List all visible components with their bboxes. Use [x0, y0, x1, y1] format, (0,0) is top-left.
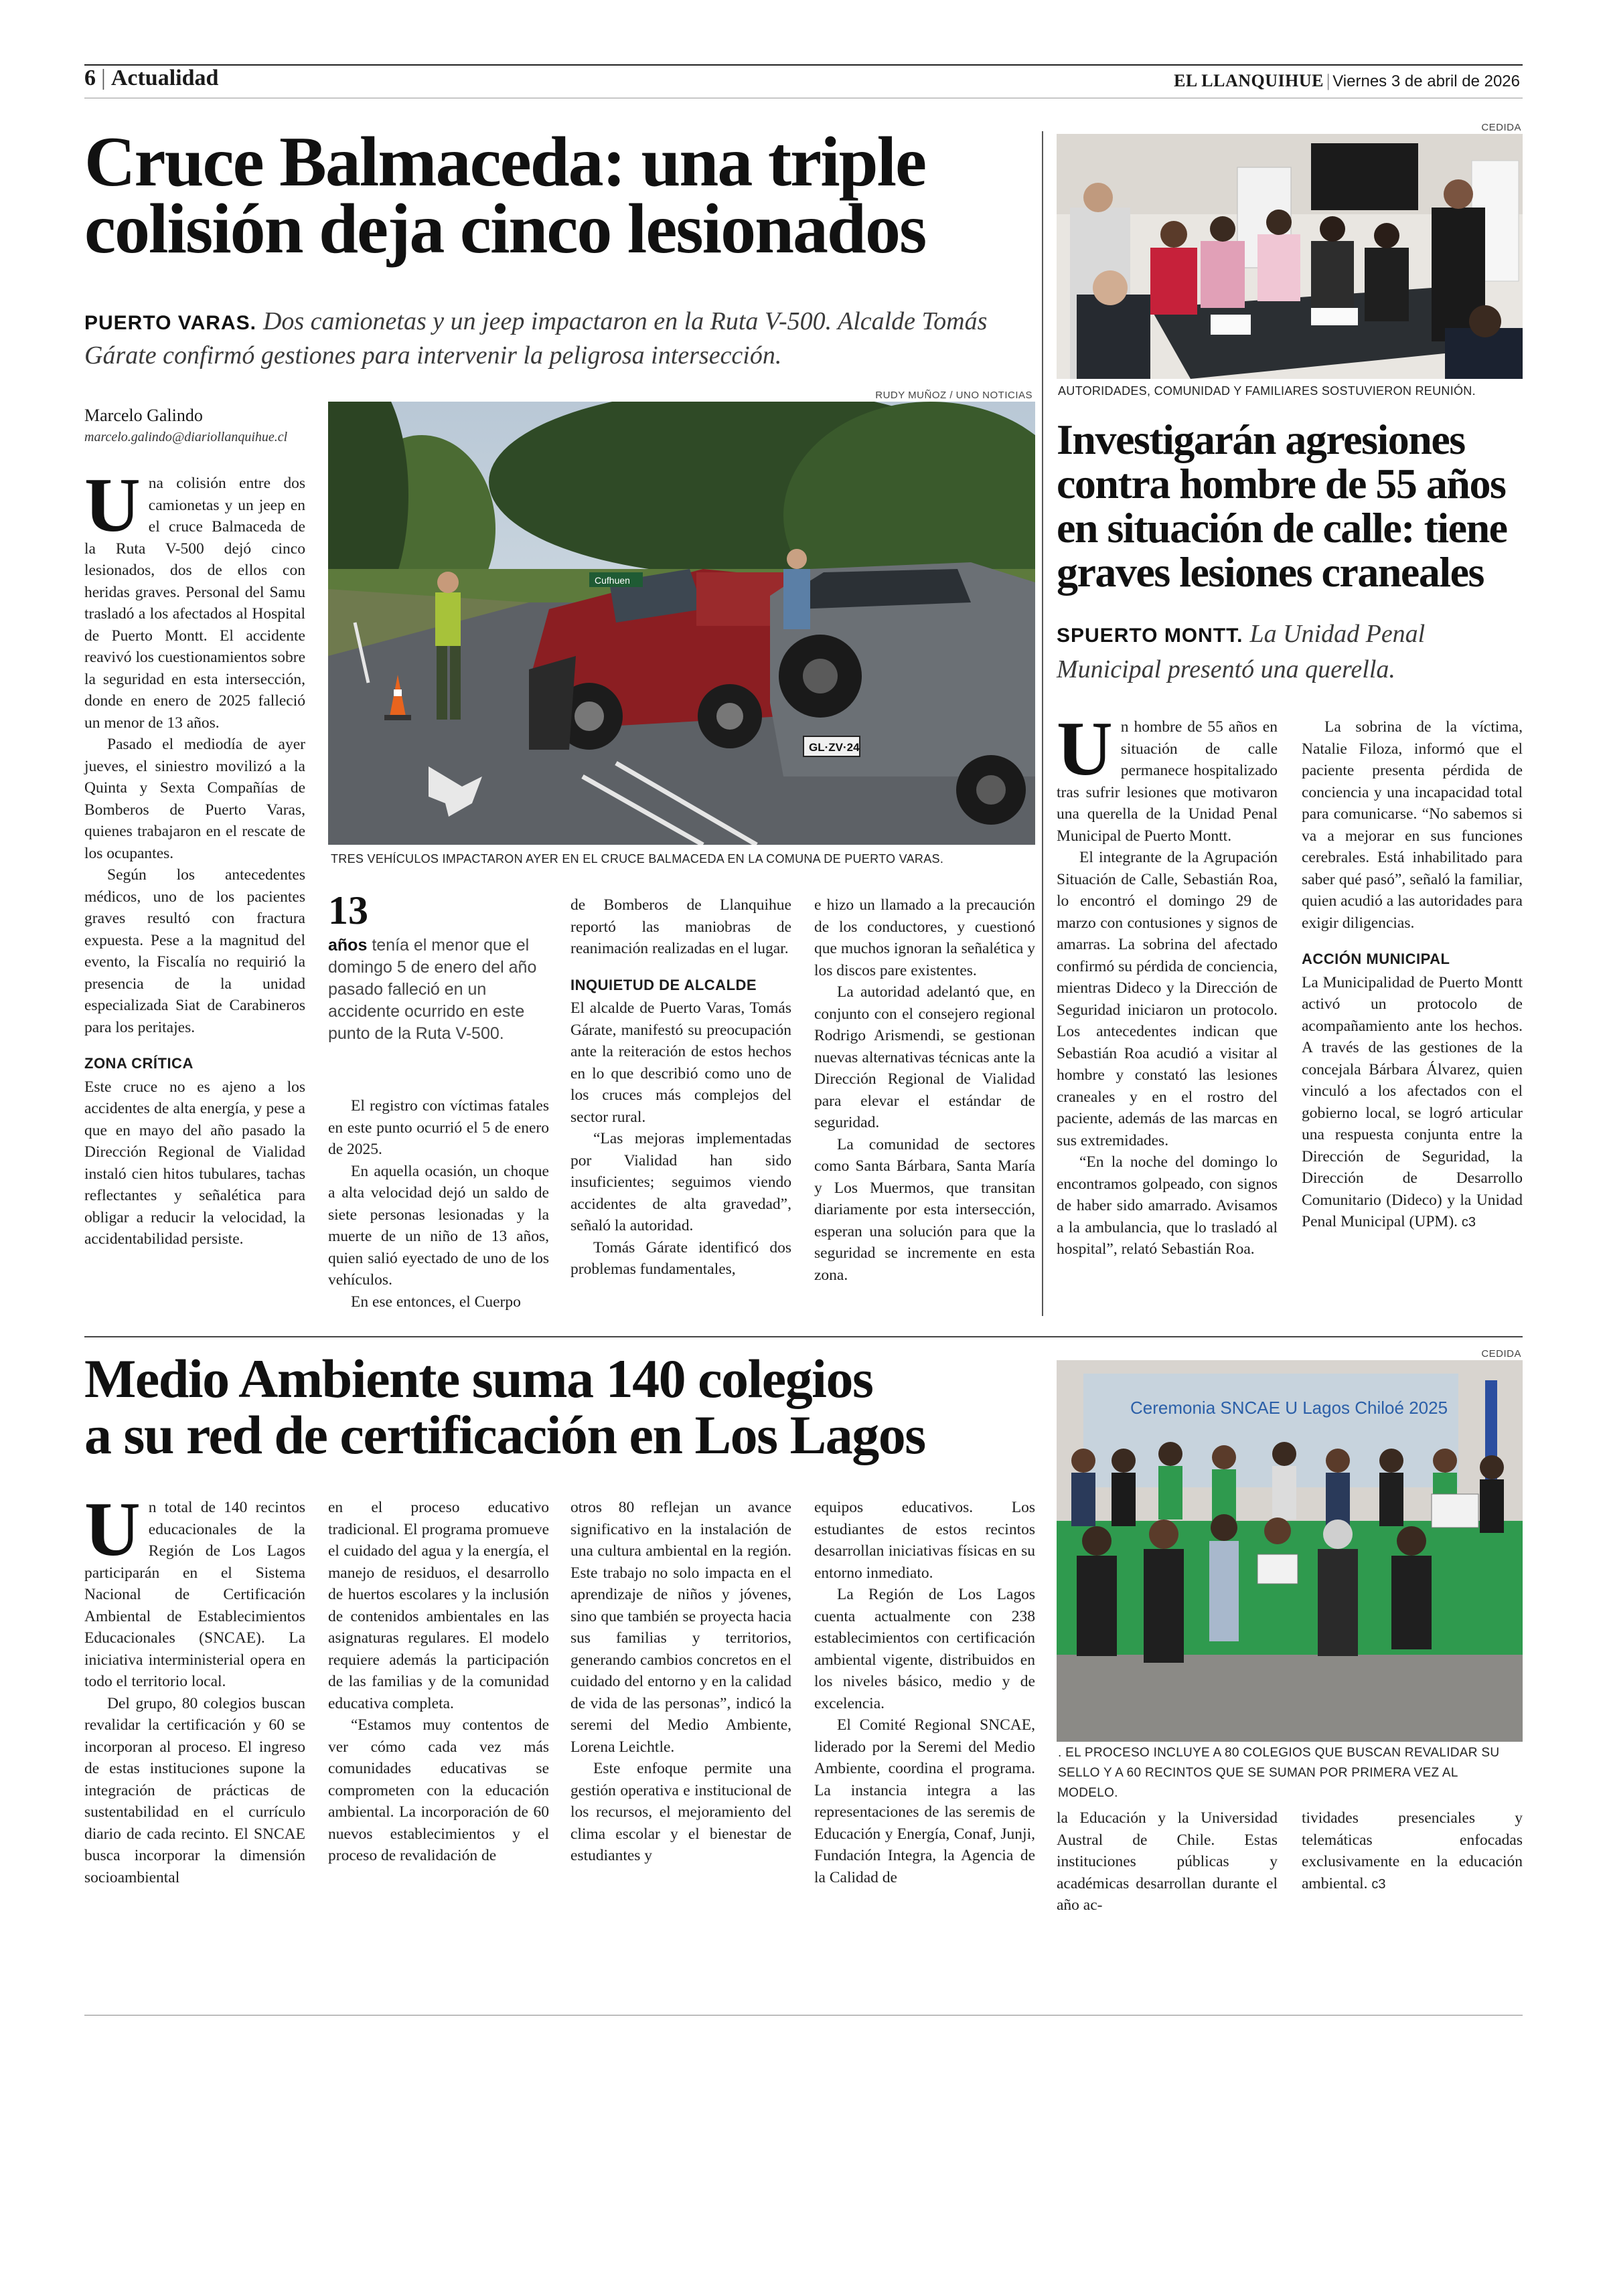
- story3-column-5: [1057, 1807, 1278, 1916]
- meeting-room-illustration: [1057, 134, 1523, 379]
- story3-paragraph-4: “Estamos muy contentos de ver cómo cada vez más comunidades educativas se comprometen con la educación ambiental. La incorporación de 60 nuevos establecimientos y el proceso de revalidación de: [328, 1716, 549, 1864]
- author-email: marcelo.galindo@diariollanquihue.cl: [84, 430, 288, 444]
- story1-column-2: [328, 1095, 549, 1313]
- story3-column-1: [84, 1487, 305, 1888]
- story1-paragraph-8: de Bomberos de Llanquihue reportó las maniobras de reanimación realizadas en el lugar.: [570, 896, 791, 957]
- newspaper-name: EL LLANQUIHUE: [1174, 71, 1324, 90]
- story3-paragraph-2: Del grupo, 80 colegios buscan revalidar la certificación y 60 se incorporan al proceso. El ingreso de estas instituciones supone la integración de prácticas de sustentabilidad en el currículo diario de cada recinto. El SNCAE busca incorporar la dimensión socioambiental: [84, 1694, 305, 1886]
- story1-column-3: [570, 894, 791, 1281]
- story1-column-1: [84, 463, 305, 1250]
- story3-paragraph-10: la Educación y la Universidad Austral de Chile. Estas instituciones públicas y académicas desarrollan durante el año ac-: [1057, 1809, 1278, 1914]
- story1-paragraph-6: En aquella ocasión, un choque a alta velocidad dejó un saldo de siete personas lesionadas y la muerte de un niño de 13 años, quien salió eyectado de uno de los vehículos.: [328, 1162, 549, 1289]
- story1-column-4: [814, 894, 1035, 1286]
- story2-dropcap: U: [1057, 706, 1113, 792]
- page-bottom-rule: [84, 2015, 1523, 2016]
- story1-byline: [84, 406, 305, 445]
- license-plate-text: GL·ZV·24: [809, 741, 860, 754]
- page-header-right: EL LLANQUIHUE | Viernes 3 de abril de 2026: [1174, 71, 1520, 90]
- story1-photo-caption: TRES VEHÍCULOS IMPACTARON AYER EN EL CRUCE BALMACEDA EN LA COMUNA DE PUERTO VARAS.: [331, 852, 944, 866]
- story1-paragraph-3: Según los antecedentes médicos, uno de los pacientes graves resultó con fractura expuesta. Pese a la magnitud del evento, la Fiscalía no requirió la presencia de la unidad especializada Siat de Carabineros para los peritajes.: [84, 866, 305, 1036]
- story2-paragraph-2: El integrante de la Agrupación Situación de Calle, Sebastián Roa, lo encontró el domingo 29 de marzo con contusiones y signos de amarras. La sobrina del afectado confirmó su pérdida de conciencia, mientras Dideco y la Dirección de Seguridad iniciaron un protocolo. Los antecedentes indican que Sebastián Roa acudió a visitar al hombre y constató las lesiones craneales y en el rostro del paciente, además de las marcas en sus extremidades.: [1057, 849, 1278, 1149]
- page-number: 6: [84, 66, 96, 90]
- story1-paragraph-1: na colisión entre dos camionetas y un jeep en el cruce Balmaceda de la Ruta V-500 dejó cinco lesionados, dos de ellos con heridas graves. Personal del Samu trasladó a los afectados al Hospital de Puerto Montt. El accidente reavivó los cuestionamientos sobre la seguridad en esta intersección, donde en enero de 2025 falleció un menor de 13 años.: [84, 475, 305, 732]
- story1-paragraph-2: Pasado el mediodía de ayer jueves, el siniestro movilizó a la Quinta y Sexta Compañías de Bomberos de Puerto Varas, quienes trabajaron en el rescate de los ocupantes.: [84, 736, 305, 862]
- story2-dek-text: La Unidad Penal Municipal presentó una querella.: [1057, 620, 1426, 683]
- story2-paragraph-4: La sobrina de la víctima, Natalie Filoza, informó que el paciente presenta pérdida de conciencia y una incapacidad total para comunicarse. “No sabemos si va a mejorar en sus funciones cerebrales. Está inhabilitado para saber qué pasó”, señaló la familiar, quien acudió a las autoridades para exigir diligencias.: [1302, 718, 1523, 932]
- story1-paragraph-5: El registro con víctimas fatales en este punto ocurrió el 5 de enero de 2025.: [328, 1097, 549, 1158]
- issue-date: Viernes 3 de abril de 2026: [1332, 72, 1520, 90]
- story2-dek-place: SPUERTO MONTT.: [1057, 625, 1243, 647]
- story1-subhead-inquietud: INQUIETUD DE ALCALDE: [570, 976, 757, 993]
- story2-subhead-accion-municipal: ACCIÓN MUNICIPAL: [1302, 951, 1450, 967]
- story1-paragraph-9: El alcalde de Puerto Varas, Tomás Gárate, manifestó su preocupación ante la reiteración de estos hechos en lo que describió como uno de los cruces más complejos del sector rural.: [570, 999, 791, 1126]
- page-header-left: 6 | Actualidad: [84, 66, 219, 90]
- story1-paragraph-4: Este cruce no es ajeno a los accidentes de alta energía, y pese a que en mayo del año pasado la Dirección Regional de Vialidad instaló cien hitos tubulares, tachas reflectantes y señalética para obligar a reducir la velocidad, la accidentabilidad persiste.: [84, 1078, 305, 1248]
- story3-column-3: [570, 1497, 791, 1867]
- story1-paragraph-12: e hizo un llamado a la precaución de los conductores, y cuestionó que muchos ignoran la señalética y los discos pare existentes.: [814, 896, 1035, 979]
- story3-photo-credit: CEDIDA: [1481, 1348, 1521, 1360]
- story1-paragraph-7: En ese entonces, el Cuerpo: [351, 1293, 521, 1311]
- end-mark-icon: ᴄ3: [1461, 1215, 1476, 1230]
- story2-photo-credit: CEDIDA: [1481, 122, 1521, 133]
- story1-dek-text: Dos camionetas y un jeep impactaron en la Ruta V-500. Alcalde Tomás Gárate confirmó gestiones para intervenir la peligrosa intersección.: [84, 307, 988, 370]
- story3-dropcap: U: [84, 1487, 141, 1572]
- story1-paragraph-13: La autoridad adelantó que, en conjunto con el consejero regional Rodrigo Arismendi, se gestionan nuevas alternativas técnicas ante la Dirección Regional de Vialidad para elevar el estándar de seguridad.: [814, 983, 1035, 1131]
- story2-dek: [1057, 617, 1472, 686]
- story3-column-6: [1302, 1807, 1523, 1895]
- section-name: Actualidad: [110, 66, 219, 90]
- story3-column-2: [328, 1497, 549, 1867]
- crash-scene-illustration: [328, 402, 1035, 845]
- road-sign-text: Cufhuen: [595, 575, 630, 586]
- story3-paragraph-9: El Comité Regional SNCAE, liderado por la Seremi del Medio Ambiente, coordina el programa. La instancia integra a las representaciones de las seremis de Educación y Energía, Conaf, Junji, Fundación Integra, la Agencia de la Calidad de: [814, 1716, 1035, 1886]
- story2-paragraph-1: n hombre de 55 años en situación de calle permanece hospitalizado tras sufrir lesiones que motivaron una querella de la Unidad Penal Municipal de Puerto Montt.: [1057, 718, 1278, 845]
- story3-photo-caption: . EL PROCESO INCLUYE A 80 COLEGIOS QUE BUSCAN REVALIDAR SU SELLO Y A 60 RECINTOS QUE SE SUMAN POR PRIMERA VEZ AL MODELO.: [1058, 1746, 1500, 1800]
- story3-paragraph-6: Este enfoque permite una gestión operativa e institucional de los recursos, el mejoramiento del clima escolar y el bienestar de estudiantes y: [570, 1760, 791, 1864]
- story2-paragraph-3: “En la noche del domingo lo encontramos golpeado, con signos de haber sido amarrado. Avisamos a la ambulancia, que lo trasladó al hospital”, relató Sebastián Roa.: [1057, 1153, 1278, 1258]
- story3-paragraph-7: equipos educativos. Los estudiantes de estos recintos desarrollan iniciativas físicas en su entorno inmediato.: [814, 1499, 1035, 1582]
- story1-dek: [84, 305, 1035, 372]
- story1-paragraph-14: La comunidad de sectores como Santa Bárbara, Santa María y Los Muermos, que transitan diariamente por esta intersección, esperan una solución para que la seguridad se incremente en esta zona.: [814, 1135, 1035, 1284]
- author-name: Marcelo Galindo: [84, 406, 203, 425]
- stat-text: años tenía el menor que el domingo 5 de enero del año pasado falleció en un accidente ocurrido en este punto de la Ruta V-500.: [328, 936, 537, 1043]
- story2-photo-caption: AUTORIDADES, COMUNIDAD Y FAMILIARES SOSTUVIERON REUNIÓN.: [1058, 384, 1476, 398]
- header-top-rule: [84, 64, 1523, 66]
- story1-paragraph-11: Tomás Gárate identificó dos problemas fundamentales,: [570, 1238, 791, 1278]
- end-mark-icon: ᴄ3: [1371, 1876, 1386, 1892]
- story1-stat-box: [328, 890, 549, 1045]
- ceremony-banner-text: Ceremonia SNCAE U Lagos Chiloé 2025: [1130, 1398, 1448, 1418]
- story1-dek-place: PUERTO VARAS.: [84, 312, 256, 334]
- story1-dropcap: U: [84, 463, 141, 548]
- stat-number: 13: [328, 888, 368, 932]
- story2-paragraph-5: La Municipalidad de Puerto Montt activó un protocolo de acompañamiento ante los hechos. A través de las gestiones de la concejala Bárbara Álvarez, quien vinculó a los afectados con el gobierno local, se logró articular una respuesta conjunta entre la Dirección de Seguridad, la Dirección de Desarrollo Comunitario (Dideco) y la Unidad Penal Municipal (UPM).: [1302, 973, 1523, 1230]
- story3-paragraph-5: otros 80 reflejan un avance significativo en la instalación de una cultura ambiental en la región. Este trabajo no solo impacta en el aprendizaje de niños y jóvenes, sino que también se proyecta hacia sus familias y territorios, generando cambios concretos en el cuidado del entorno y en la calidad de vida de las personas”, indicó la seremi del Medio Ambiente, Lorena Leichtle.: [570, 1499, 791, 1756]
- story3-headline: Medio Ambiente suma 140 colegios a su red de certificación en Los Lagos: [84, 1348, 925, 1465]
- column-divider-top: [1042, 131, 1043, 1316]
- stat-unit: años: [328, 936, 368, 955]
- story2-headline: Investigarán agresiones contra hombre de 55 años en situación de calle: tiene graves lesiones craneales: [1057, 416, 1507, 596]
- story1-subhead-zona-critica: ZONA CRÍTICA: [84, 1055, 194, 1072]
- story2-column-2: [1302, 716, 1523, 1234]
- story1-photo-credit: RUDY MUÑOZ / UNO NOTICIAS: [875, 390, 1032, 401]
- story3-paragraph-3: en el proceso educativo tradicional. El programa promueve el cuidado del agua y la energía, el manejo de residuos, el desarrollo de huertos escolares y la inclusión de contenidos ambientales en las asignaturas regulares. El modelo requiere además la participación de las familias y de la comunidad educativa completa.: [328, 1499, 549, 1712]
- story2-meeting-photo: [1057, 134, 1523, 379]
- ceremony-illustration: [1057, 1360, 1523, 1742]
- section-divider: [84, 1336, 1523, 1337]
- story2-column-1: [1057, 706, 1278, 1260]
- story3-column-4: [814, 1497, 1035, 1888]
- story3-paragraph-8: La Región de Los Lagos cuenta actualmente con 238 establecimientos con certificación ambiental vigente, distribuidos en los niveles básico, medio y de excelencia.: [814, 1586, 1035, 1712]
- story3-ceremony-photo: [1057, 1360, 1523, 1742]
- story3-paragraph-1: n total de 140 recintos educacionales de la Región de Los Lagos participarán en el Sistema Nacional de Certificación Ambiental de Establecimientos Educacionales (SNCAE). La iniciativa interministerial opera en todo el territorio local.: [84, 1499, 305, 1690]
- story3-paragraph-11: tividades presenciales y telemáticas enfocadas exclusivamente en la educación ambiental.: [1302, 1809, 1523, 1892]
- story1-paragraph-10: “Las mejoras implementadas por Vialidad han sido insuficientes; seguimos viendo accidentes de alta gravedad”, señaló la autoridad.: [570, 1130, 791, 1234]
- story1-crash-photo: [328, 402, 1035, 845]
- story1-headline: Cruce Balmaceda: una triple colisión deja cinco lesionados: [84, 122, 926, 268]
